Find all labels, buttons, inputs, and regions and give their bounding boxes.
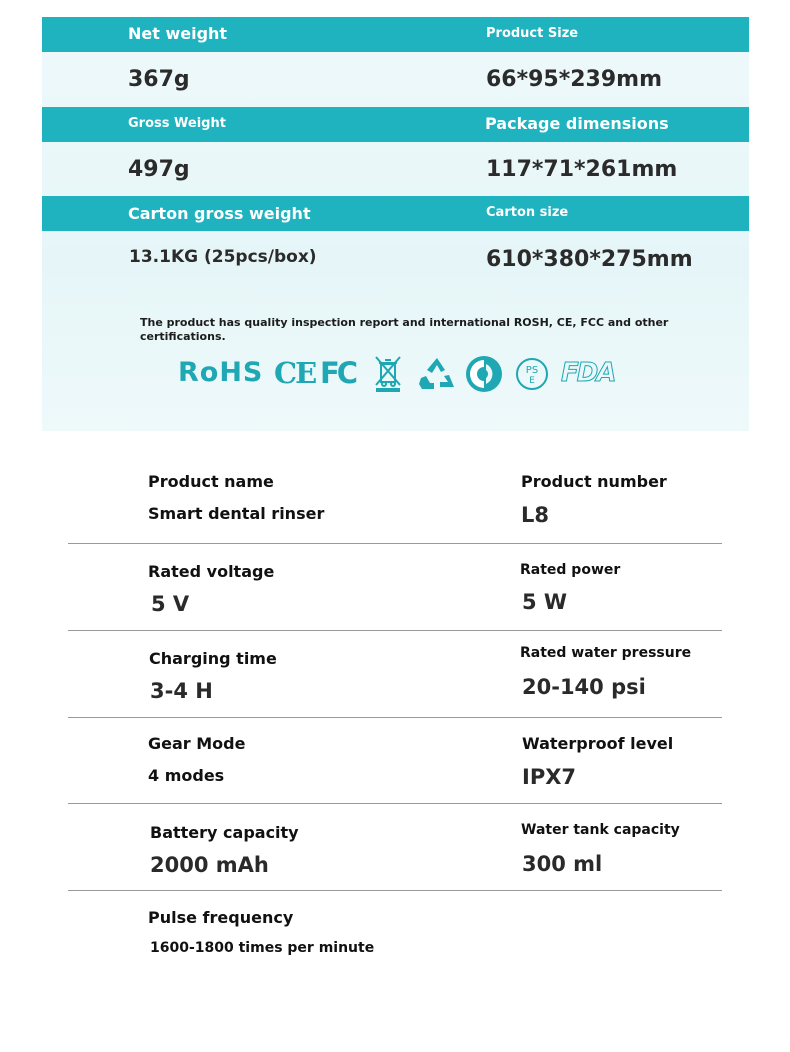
charging-time-label: Charging time [149, 649, 277, 668]
green-dot-icon [464, 354, 504, 394]
charging-time-value: 3-4 H [150, 679, 213, 703]
package-dimensions-label: Package dimensions [485, 114, 669, 133]
ce-logo-icon: CE [274, 356, 316, 390]
battery-capacity-value: 2000 mAh [150, 853, 269, 877]
rated-water-pressure-value: 20-140 psi [522, 675, 646, 699]
rated-voltage-label: Rated voltage [148, 562, 275, 581]
product-number-label: Product number [521, 472, 667, 491]
water-tank-capacity-label: Water tank capacity [521, 822, 680, 838]
row-divider [68, 717, 722, 718]
pse-logo-icon [514, 357, 550, 391]
spec-band-2 [42, 107, 749, 142]
waterproof-level-value: IPX7 [522, 765, 577, 789]
pulse-frequency-label: Pulse frequency [148, 908, 294, 927]
row-divider [68, 803, 722, 804]
spec-band-3 [42, 196, 749, 231]
svg-text:E: E [529, 376, 535, 386]
carton-size-label: Carton size [486, 205, 569, 220]
certification-note: The product has quality inspection report and international ROSH, CE, FCC and other certifications. [140, 316, 669, 343]
carton-size-value: 610*380*275mm [486, 247, 693, 272]
product-size-label: Product Size [486, 26, 579, 41]
pulse-frequency-value: 1600-1800 times per minute [150, 940, 375, 956]
row-divider [68, 543, 722, 544]
product-name-value: Smart dental rinser [148, 504, 325, 523]
battery-capacity-label: Battery capacity [150, 823, 299, 842]
package-dimensions-value: 117*71*261mm [486, 157, 678, 182]
gear-mode-value: 4 modes [148, 766, 225, 785]
product-size-value: 66*95*239mm [486, 67, 663, 92]
net-weight-value: 367g [128, 67, 190, 92]
gross-weight-label: Gross Weight [128, 116, 226, 131]
row-divider [68, 630, 722, 631]
gross-weight-value: 497g [128, 157, 190, 182]
waterproof-level-label: Waterproof level [522, 734, 674, 753]
rated-power-value: 5 W [522, 590, 568, 614]
rated-power-label: Rated power [520, 562, 621, 578]
fda-logo-icon: FDA [561, 358, 615, 388]
fcc-logo-icon: FC [320, 356, 356, 390]
recycle-icon [418, 356, 456, 392]
rated-water-pressure-label: Rated water pressure [520, 645, 692, 661]
water-tank-capacity-value: 300 ml [522, 852, 603, 876]
rohs-logo-icon: RoHS [178, 357, 264, 388]
product-name-label: Product name [148, 472, 274, 491]
svg-text:PS: PS [525, 365, 539, 376]
spec-band-1 [42, 17, 749, 52]
weee-bin-icon [372, 354, 404, 394]
gear-mode-label: Gear Mode [148, 734, 246, 753]
row-divider [68, 890, 722, 891]
rated-voltage-value: 5 V [151, 592, 190, 616]
product-number-value: L8 [521, 503, 549, 527]
carton-gross-weight-label: Carton gross weight [128, 204, 311, 223]
package-specs-panel [42, 17, 749, 431]
net-weight-label: Net weight [128, 24, 228, 43]
carton-gross-weight-value: 13.1KG (25pcs/box) [129, 247, 317, 267]
